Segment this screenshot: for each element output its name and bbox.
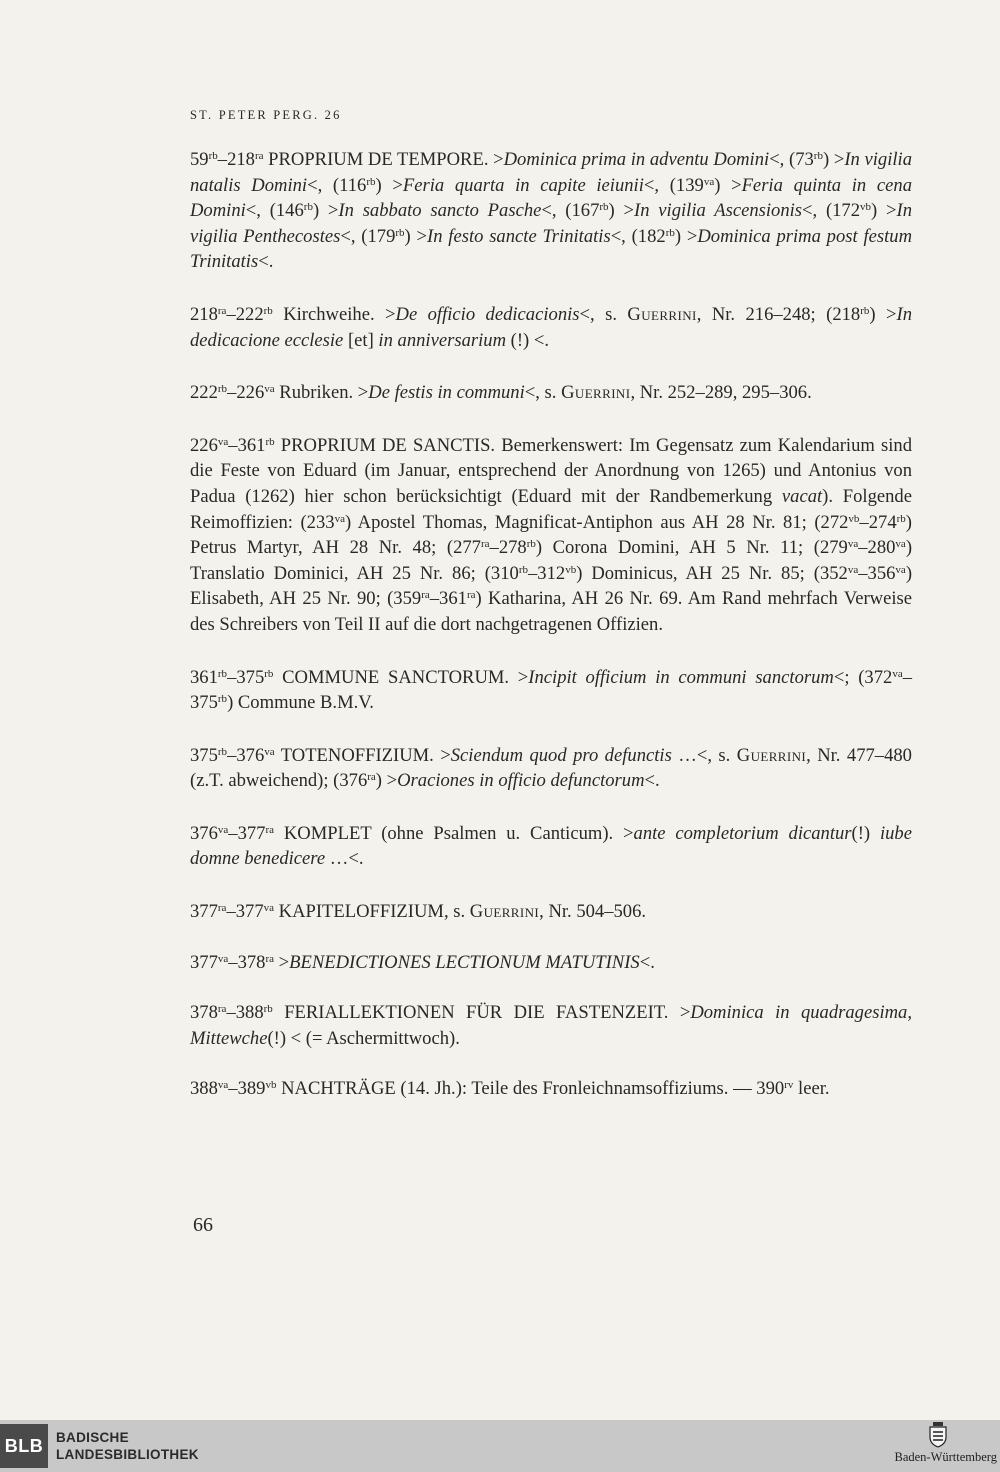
- entry-text: ) >: [404, 225, 428, 247]
- entry-komplet: [190, 821, 912, 872]
- entry-text: <, (139: [643, 174, 704, 196]
- entry-text: , Nr. 504–506.: [539, 901, 647, 923]
- incipit-text: Feria quarta in capite ieiunii: [402, 174, 644, 196]
- entry-text: ) >: [871, 200, 897, 222]
- incipit-text: Incipit officium in communi sanctorum: [528, 666, 834, 688]
- incipit-text: Feria quinta in cena Domini: [190, 174, 913, 222]
- entry-text: –375: [227, 666, 265, 688]
- folio-superscript: ra: [265, 823, 275, 836]
- folio-superscript: rb: [263, 304, 273, 317]
- entry-text: –389: [228, 1078, 266, 1100]
- entry-text: –222: [226, 303, 264, 325]
- catalog-entries: [190, 147, 912, 1102]
- entry-text: 222: [190, 382, 218, 404]
- folio-superscript: ra: [254, 149, 264, 162]
- incipit-text: De officio dedicacionis: [395, 303, 580, 325]
- library-name-line2: LANDESBIBLIOTHEK: [56, 1447, 199, 1462]
- entry-text: 378: [190, 1002, 218, 1024]
- folio-superscript: rb: [813, 149, 823, 162]
- entry-kapiteloffizium: [190, 899, 912, 925]
- folio-superscript: va: [263, 902, 275, 915]
- entry-text: COMMUNE SANCTORUM. >: [273, 666, 529, 688]
- entry-text: KOMPLET (ohne Psalmen u. Canticum). >: [274, 822, 634, 844]
- entry-text: ) >: [375, 770, 398, 792]
- entry-text: PROPRIUM DE SANCTIS. Bemerkenswert: Im Gegensatz zum Kalendarium sind die Feste von Eduard (im Januar, entsprechend der Anordnung von 1265) und Antonius von Padua (1262) hier schon berücksichtigt (Eduard mit der Randbemerkung: [190, 434, 912, 507]
- entry-text: –280: [858, 537, 896, 559]
- entry-text: ) Katharina, AH 26 Nr. 69. Am Rand mehrfach Verweise des Schreibers von Teil II auf die dort nachgetragenen Offizien.: [190, 588, 912, 635]
- entry-text: PROPRIUM DE TEMPORE. >: [263, 149, 504, 170]
- folio-superscript: va: [264, 383, 275, 396]
- state-name[interactable]: Baden-Württemberg: [894, 1450, 997, 1464]
- entry-text: ) >: [312, 200, 339, 222]
- entry-text: (!): [851, 822, 880, 844]
- entry-text: <, (182: [610, 225, 666, 247]
- folio-superscript: va: [217, 435, 229, 448]
- folio-superscript: rb: [395, 226, 405, 239]
- entry-kirchweihe: [190, 302, 912, 353]
- author-reference: Guerrini: [736, 744, 807, 766]
- entry-text: 375: [190, 744, 218, 766]
- incipit-text: In vigilia natalis Domini: [190, 149, 913, 196]
- folio-superscript: rb: [526, 538, 536, 551]
- entry-text: ) Translatio Dominici, AH 25 Nr. 86; (310: [190, 537, 913, 584]
- folio-superscript: rb: [599, 201, 609, 214]
- folio-superscript: va: [217, 1079, 229, 1092]
- entry-text: ) Corona Domini, AH 5 Nr. 11; (279: [535, 537, 848, 559]
- folio-superscript: vb: [565, 563, 577, 576]
- entry-text: 377: [190, 951, 218, 973]
- entry-text: Rubriken. >: [274, 382, 369, 404]
- entry-text: –375: [190, 666, 912, 714]
- entry-text: <; (372: [833, 666, 893, 688]
- folio-superscript: ra: [421, 589, 430, 602]
- entry-text: <, (172: [802, 200, 861, 222]
- entry-totenoffizium: [190, 743, 912, 794]
- entry-text: ) Elisabeth, AH 25 Nr. 90; (359: [190, 562, 913, 610]
- folio-superscript: ra: [265, 952, 275, 965]
- entry-text: ) Apostel Thomas, Magnificat-Antiphon aus AH 28 Nr. 81; (272: [344, 511, 849, 533]
- incipit-text: Dominica in quadragesima, Mittewche: [190, 1002, 912, 1049]
- incipit-text: In vigilia Ascensionis: [634, 200, 803, 222]
- folio-superscript: va: [892, 667, 903, 680]
- folio-superscript: rb: [366, 175, 376, 188]
- entry-text: 388: [190, 1078, 218, 1100]
- entry-text: 376: [190, 822, 218, 844]
- entry-text: 59: [190, 149, 209, 170]
- incipit-text: BENEDICTIONES LECTIONUM MATUTINIS: [289, 951, 640, 973]
- entry-text: <, (116: [307, 174, 367, 196]
- folio-superscript: rb: [264, 667, 274, 680]
- coat-of-arms-icon: [928, 1422, 948, 1448]
- entry-text: , Nr. 216–248; (218: [696, 303, 861, 325]
- folio-superscript: va: [334, 512, 345, 525]
- entry-text: –226: [227, 382, 265, 404]
- entry-text: KAPITELOFFIZIUM, s.: [274, 901, 470, 923]
- entry-text: <, (167: [541, 200, 600, 222]
- entry-text: 361: [190, 666, 218, 688]
- folio-superscript: vb: [265, 1079, 277, 1092]
- entry-text: –361: [429, 588, 467, 610]
- entry-text: –388: [226, 1002, 264, 1024]
- entry-text: (!) < (= Aschermittwoch).: [267, 1027, 460, 1049]
- entry-text: …<, s.: [671, 744, 737, 766]
- entry-nachtraege: [190, 1076, 912, 1102]
- entry-text: , Nr. 477–480 (z.T. abweichend); (376: [190, 744, 912, 792]
- incipit-text: ante completorium dicantur: [633, 822, 852, 844]
- folio-superscript: rb: [208, 149, 218, 162]
- folio-superscript: rb: [217, 745, 228, 758]
- entry-benedictiones: [190, 950, 912, 976]
- folio-superscript: ra: [367, 771, 376, 784]
- running-head: ST. PETER PERG. 26: [190, 108, 342, 122]
- entry-text: –278: [489, 537, 527, 559]
- footer-bar: [0, 1420, 1000, 1472]
- entry-text: –377: [228, 822, 266, 844]
- folio-superscript: rb: [217, 383, 228, 396]
- folio-superscript: rb: [896, 512, 906, 525]
- incipit-text: Sciendum quod pro defunctis: [450, 744, 672, 766]
- entry-text: (!) <.: [506, 329, 550, 351]
- entry-commune-sanctorum: [190, 665, 912, 716]
- entry-text: ) Dominicus, AH 25 Nr. 85; (352: [576, 562, 848, 584]
- folio-superscript: ra: [466, 589, 476, 602]
- folio-superscript: va: [895, 538, 906, 551]
- incipit-text: in anniversarium: [378, 329, 506, 351]
- incipit-text: In vigilia Penthecostes: [190, 200, 912, 247]
- entry-text: Kirchweihe. >: [272, 303, 396, 325]
- folio-superscript: rb: [263, 1003, 273, 1016]
- folio-superscript: va: [217, 952, 229, 965]
- folio-superscript: rb: [303, 201, 313, 214]
- folio-superscript: rb: [217, 667, 228, 680]
- folio-superscript: va: [703, 175, 715, 188]
- entry-text: FERIALLEKTIONEN FÜR DIE FASTENZEIT. >: [272, 1002, 691, 1024]
- entry-text: <, (146: [245, 200, 304, 222]
- entry-text: <.: [639, 951, 655, 973]
- folio-superscript: vb: [848, 512, 860, 525]
- entry-text: [et]: [343, 329, 379, 351]
- folio-superscript: va: [895, 563, 906, 576]
- entry-text: <, s.: [579, 303, 628, 325]
- library-name[interactable]: [56, 1429, 199, 1463]
- entry-text: ) >: [869, 303, 897, 325]
- entry-text: –361: [228, 434, 266, 456]
- entry-text: ) >: [375, 174, 403, 196]
- folio-superscript: va: [217, 823, 229, 836]
- folio-superscript: rb: [860, 304, 870, 317]
- entry-text: <, s.: [524, 382, 562, 404]
- entry-rubriken: [190, 380, 912, 406]
- folio-superscript: ra: [217, 902, 227, 915]
- entry-text: 377: [190, 901, 218, 923]
- entry-feriallektionen: [190, 1000, 912, 1051]
- author-reference: Guerrini: [561, 382, 631, 404]
- entry-text: –378: [228, 951, 266, 973]
- library-name-line1: BADISCHE: [56, 1430, 129, 1445]
- entry-text: ) >: [714, 174, 742, 196]
- folio-superscript: rb: [265, 435, 275, 448]
- incipit-text: Dominica prima in adventu Domini: [503, 149, 770, 170]
- entry-text: , Nr. 252–289, 295–306.: [630, 382, 812, 404]
- folio-superscript: vb: [860, 201, 872, 214]
- entry-text: ). Folgende Reimoffizien: (233: [190, 485, 912, 533]
- page-number: 66: [193, 1214, 213, 1236]
- entry-text: –376: [227, 744, 265, 766]
- incipit-text: In dedicacione ecclesie: [190, 303, 913, 351]
- incipit-text: In sabbato sancto Pasche: [338, 200, 542, 222]
- entry-text: –377: [226, 901, 264, 923]
- author-reference: Guerrini: [469, 901, 540, 923]
- entry-text: <, (179: [340, 225, 396, 247]
- entry-text: ) >: [674, 225, 698, 247]
- entry-text: ) >: [822, 149, 845, 170]
- entry-text: leer.: [793, 1078, 830, 1100]
- folio-superscript: va: [847, 563, 859, 576]
- folio-superscript: rv: [784, 1079, 794, 1092]
- incipit-text: vacat: [781, 485, 823, 507]
- folio-superscript: rb: [665, 226, 675, 239]
- entry-text: –218: [217, 149, 255, 170]
- entry-proprium-de-tempore: [190, 147, 912, 275]
- incipit-text: Oraciones in officio defunctorum: [397, 770, 645, 792]
- entry-proprium-de-sanctis: [190, 433, 912, 638]
- entry-text: >: [274, 951, 290, 973]
- folio-superscript: va: [264, 745, 275, 758]
- entry-text: <, (73: [769, 149, 814, 170]
- entry-text: <.: [644, 770, 660, 792]
- entry-text: TOTENOFFIZIUM. >: [274, 744, 451, 766]
- entry-text: ) Petrus Martyr, AH 28 Nr. 48; (277: [190, 511, 912, 559]
- folio-superscript: rb: [518, 563, 528, 576]
- entry-text: 218: [190, 303, 218, 325]
- incipit-text: In festo sancte Trinitatis: [427, 225, 611, 247]
- entry-text: 226: [190, 434, 218, 456]
- entry-text: –356: [858, 562, 896, 584]
- folio-superscript: ra: [480, 538, 490, 551]
- entry-text: …<.: [325, 848, 364, 870]
- entry-text: –312: [528, 562, 566, 584]
- author-reference: Guerrini: [627, 303, 697, 325]
- folio-superscript: ra: [217, 1003, 227, 1016]
- blb-logo[interactable]: BLB: [0, 1424, 48, 1468]
- entry-text: ) >: [608, 200, 635, 222]
- entry-text: ) Commune B.M.V.: [227, 692, 374, 714]
- folio-superscript: va: [847, 538, 859, 551]
- entry-text: <.: [258, 251, 274, 273]
- incipit-text: iube domne benedicere: [190, 822, 912, 870]
- folio-superscript: rb: [217, 693, 228, 706]
- folio-superscript: ra: [217, 304, 227, 317]
- entry-text: NACHTRÄGE (14. Jh.): Teile des Fronleichnamsoffiziums. — 390: [276, 1078, 785, 1100]
- incipit-text: Dominica prima post festum Trinitatis: [190, 225, 912, 273]
- incipit-text: De festis in communi: [368, 382, 525, 404]
- entry-text: –274: [859, 511, 897, 533]
